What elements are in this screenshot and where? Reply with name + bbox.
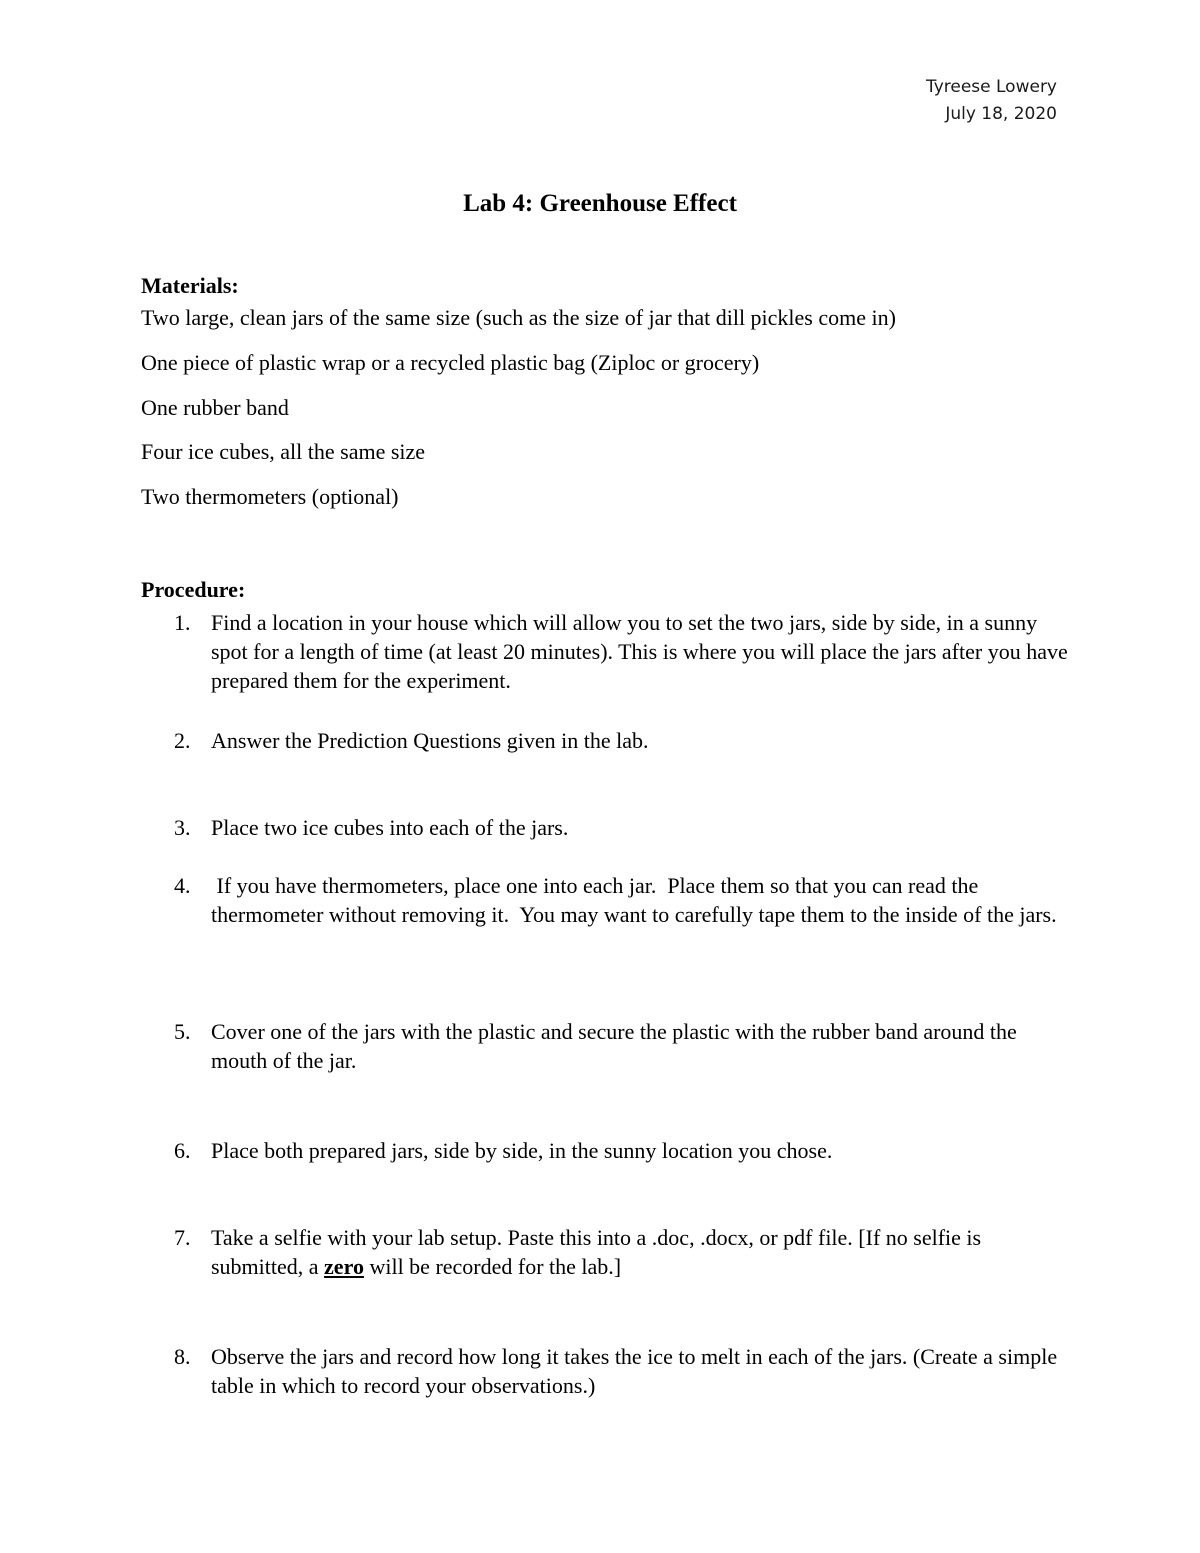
step-text: Answer the Prediction Questions given in the lab. [211,728,649,753]
procedure-step [174,813,1074,842]
materials-heading: Materials: [141,273,239,298]
page-title: Lab 4: Greenhouse Effect [463,190,737,217]
material-item: One rubber band [141,395,289,420]
document-date: July 18, 2020 [945,104,1057,124]
step-text: Observe the jars and record how long it takes the ice to melt in each of the jars. (Create a simple table in which to record your observations.) [211,1344,1058,1398]
step-number: 2. [174,728,191,753]
step-text-after: will be recorded for the lab.] [363,1254,622,1279]
material-item: Four ice cubes, all the same size [141,439,426,464]
step-text-before: Take a selfie with your lab setup. Paste this into a .doc, .docx, or pdf file. [If no selfie is submitted, a [211,1225,982,1279]
step-number: 3. [174,815,191,840]
step-text [211,1223,1074,1281]
step-number: 7. [174,1225,191,1250]
step-number: 1. [174,610,191,635]
step-text: Place both prepared jars, side by side, in the sunny location you chose. [211,1138,833,1163]
step-number: 4. [174,873,191,898]
procedure-step [174,1136,1074,1165]
procedure-step [174,1017,1074,1075]
step-text: Cover one of the jars with the plastic and secure the plastic with the rubber band around the mouth of the jar. [211,1019,1017,1073]
procedure-heading: Procedure: [141,577,246,602]
step-number: 6. [174,1138,191,1163]
procedure-step [174,1223,1074,1281]
material-item: Two thermometers (optional) [141,484,399,509]
material-item: Two large, clean jars of the same size (such as the size of jar that dill pickles come in) [141,305,896,330]
procedure-step [174,726,1074,755]
zero-emphasis: zero [324,1254,364,1279]
document-header [926,74,1057,128]
author-name: Tyreese Lowery [925,77,1057,97]
procedure-step [174,1342,1074,1400]
material-item: One piece of plastic wrap or a recycled plastic bag (Ziploc or grocery) [141,350,760,375]
step-number: 5. [174,1019,191,1044]
step-text: If you have thermometers, place one into each jar. Place them so that you can read the thermometer without removing it. You may want to carefully tape them to the inside of the jars. [211,873,1057,927]
step-text: Place two ice cubes into each of the jars. [211,815,569,840]
procedure-step [174,871,1074,929]
procedure-step [174,608,1074,695]
step-text: Find a location in your house which will allow you to set the two jars, side by side, in a sunny spot for a length of time (at least 20 minutes). This is where you will place the jars after you have prepared them for the experiment. [211,610,1068,693]
step-number: 8. [174,1344,191,1369]
